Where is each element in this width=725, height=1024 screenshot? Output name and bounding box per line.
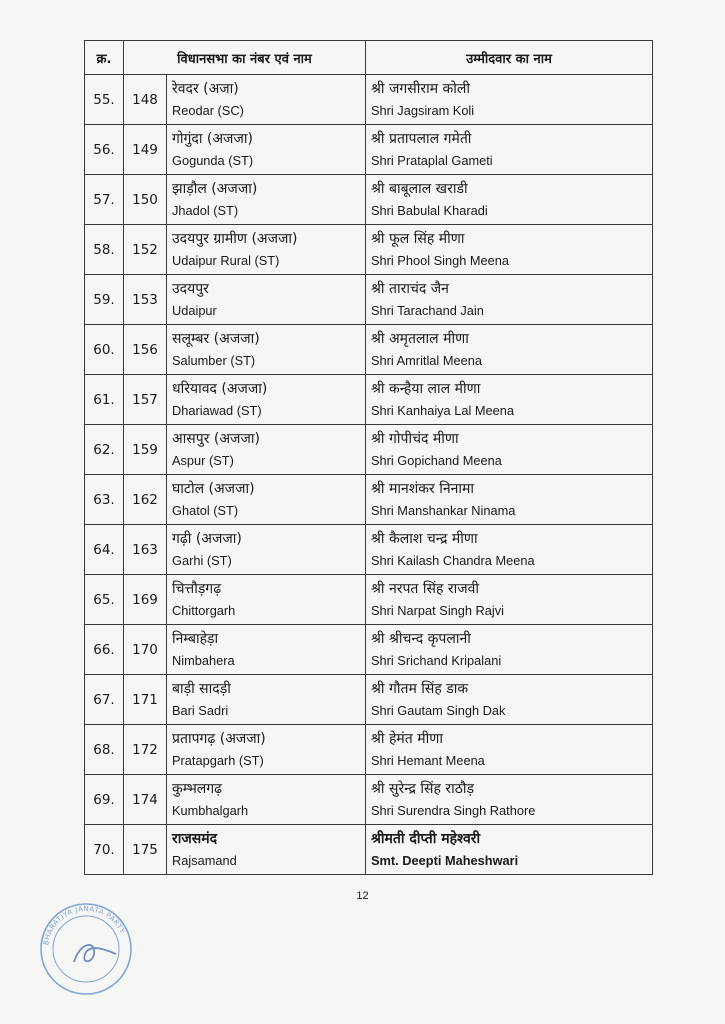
constituency-name-english: Chittorgarh [172, 602, 236, 618]
constituency-number-cell: 172 [124, 725, 167, 775]
constituency-name-hindi: निम्बाहेड़ा [172, 630, 219, 647]
candidate-name-hindi: श्री श्रीचन्द कृपलानी [371, 630, 471, 647]
candidate-name-english: Shri Jagsiram Koli [371, 102, 475, 118]
signature-mark [74, 945, 116, 962]
candidate-name-cell [366, 125, 653, 175]
serial-number-cell: 60. [85, 325, 124, 375]
constituency-number-cell: 171 [124, 675, 167, 725]
header-constituency: विधानसभा का नंबर एवं नाम [124, 41, 366, 75]
constituency-number-cell: 175 [124, 825, 167, 875]
constituency-name-english: Gogunda (ST) [172, 152, 254, 168]
candidate-name-hindi: श्री अमृतलाल मीणा [371, 330, 469, 347]
candidate-name-cell [366, 825, 653, 875]
constituency-name-english: Reodar (SC) [172, 102, 244, 118]
constituency-name-english: Jhadol (ST) [172, 202, 239, 218]
candidate-name-cell [366, 175, 653, 225]
constituency-number-cell: 148 [124, 75, 167, 125]
constituency-name-cell [167, 425, 366, 475]
candidate-name-cell [366, 525, 653, 575]
table-row [85, 675, 653, 725]
constituency-name-english: Kumbhalgarh [172, 802, 249, 818]
table-row [85, 275, 653, 325]
constituency-name-hindi: राजसमंद [172, 830, 218, 847]
candidate-name-english: Shri Kanhaiya Lal Meena [371, 402, 514, 418]
constituency-name-hindi: सलूम्बर (अजजा) [172, 330, 260, 347]
serial-number-cell: 66. [85, 625, 124, 675]
table-row [85, 775, 653, 825]
serial-number-cell: 65. [85, 575, 124, 625]
constituency-name-hindi: झाड़ौल (अजजा) [172, 180, 258, 197]
candidate-name-english: Shri Gopichand Meena [371, 452, 502, 468]
candidate-name-cell [366, 225, 653, 275]
candidate-name-cell [366, 375, 653, 425]
candidate-name-english: Shri Manshankar Ninama [371, 502, 516, 518]
serial-number-cell: 63. [85, 475, 124, 525]
candidate-name-english: Shri Kailash Chandra Meena [371, 552, 535, 568]
candidate-name-hindi: श्री हेमंत मीणा [371, 730, 443, 747]
serial-number-cell: 69. [85, 775, 124, 825]
candidate-name-cell [366, 325, 653, 375]
constituency-name-english: Pratapgarh (ST) [172, 752, 264, 768]
candidate-name-english: Shri Amritlal Meena [371, 352, 482, 368]
constituency-name-hindi: बाड़ी सादड़ी [172, 680, 231, 697]
candidate-name-hindi: श्री कन्हैया लाल मीणा [371, 380, 481, 397]
constituency-number-cell: 159 [124, 425, 167, 475]
serial-number-cell: 62. [85, 425, 124, 475]
candidate-name-english: Shri Surendra Singh Rathore [371, 802, 536, 818]
constituency-name-cell [167, 175, 366, 225]
constituency-name-cell [167, 275, 366, 325]
constituency-name-cell [167, 75, 366, 125]
table-row [85, 175, 653, 225]
candidate-name-english: Shri Hemant Meena [371, 752, 485, 768]
candidate-name-hindi: श्री कैलाश चन्द्र मीणा [371, 530, 478, 547]
constituency-number-cell: 149 [124, 125, 167, 175]
candidate-name-hindi: श्री ताराचंद जैन [371, 280, 449, 297]
constituency-name-english: Udaipur [172, 302, 217, 318]
table-row [85, 575, 653, 625]
candidate-name-english: Smt. Deepti Maheshwari [371, 852, 519, 868]
constituency-name-cell [167, 525, 366, 575]
candidate-name-english: Shri Tarachand Jain [371, 302, 484, 318]
constituency-name-hindi: धरियावद (अजजा) [172, 380, 268, 397]
candidate-name-cell [366, 575, 653, 625]
table-row [85, 525, 653, 575]
candidate-name-hindi: श्री प्रतापलाल गमेती [371, 130, 472, 147]
seal-text: BHARATIYA JANATA PARTY [42, 904, 127, 946]
constituency-name-english: Rajsamand [172, 852, 237, 868]
page-number: 12 [356, 890, 369, 902]
candidate-table [84, 40, 653, 875]
candidate-name-hindi: श्री गोपीचंद मीणा [371, 430, 459, 447]
constituency-name-cell [167, 575, 366, 625]
constituency-name-cell [167, 675, 366, 725]
constituency-name-cell [167, 625, 366, 675]
constituency-number-cell: 156 [124, 325, 167, 375]
header-serial-number: क्र. [85, 41, 124, 75]
serial-number-cell: 57. [85, 175, 124, 225]
constituency-name-cell [167, 725, 366, 775]
constituency-name-english: Aspur (ST) [172, 452, 234, 468]
candidate-name-cell [366, 275, 653, 325]
constituency-name-english: Salumber (ST) [172, 352, 256, 368]
serial-number-cell: 55. [85, 75, 124, 125]
constituency-number-cell: 169 [124, 575, 167, 625]
constituency-name-hindi: कुम्भलगढ़ [172, 780, 223, 797]
table-row [85, 75, 653, 125]
constituency-number-cell: 170 [124, 625, 167, 675]
constituency-name-hindi: आसपुर (अजजा) [172, 430, 260, 447]
constituency-name-english: Udaipur Rural (ST) [172, 252, 280, 268]
serial-number-cell: 64. [85, 525, 124, 575]
serial-number-cell: 61. [85, 375, 124, 425]
table-row [85, 225, 653, 275]
constituency-name-english: Bari Sadri [172, 702, 229, 718]
table-body [85, 75, 653, 875]
candidate-name-hindi: श्री सुरेन्द्र सिंह राठौड़ [371, 780, 474, 797]
party-seal-stamp [36, 902, 136, 996]
candidate-name-cell [366, 75, 653, 125]
header-candidate: उम्मीदवार का नाम [366, 41, 653, 75]
constituency-number-cell: 162 [124, 475, 167, 525]
candidate-name-hindi: श्री जगसीराम कोली [371, 80, 471, 97]
table-row [85, 725, 653, 775]
candidate-name-hindi: श्री मानशंकर निनामा [371, 480, 474, 497]
table-row [85, 475, 653, 525]
constituency-name-hindi: प्रतापगढ़ (अजजा) [172, 730, 266, 747]
serial-number-cell: 58. [85, 225, 124, 275]
constituency-number-cell: 174 [124, 775, 167, 825]
constituency-name-english: Ghatol (ST) [172, 502, 239, 518]
constituency-name-cell [167, 375, 366, 425]
candidate-name-cell [366, 625, 653, 675]
candidate-name-hindi: श्री बाबूलाल खराडी [371, 180, 468, 197]
constituency-number-cell: 163 [124, 525, 167, 575]
constituency-name-english: Dhariawad (ST) [172, 402, 262, 418]
constituency-name-cell [167, 825, 366, 875]
candidate-name-english: Shri Babulal Kharadi [371, 202, 488, 218]
constituency-name-hindi: गढ़ी (अजजा) [172, 530, 242, 547]
constituency-number-cell: 157 [124, 375, 167, 425]
table-row [85, 425, 653, 475]
constituency-number-cell: 152 [124, 225, 167, 275]
candidate-name-english: Shri Narpat Singh Rajvi [371, 602, 505, 618]
candidate-name-cell [366, 425, 653, 475]
candidate-name-cell [366, 775, 653, 825]
candidate-name-english: Shri Gautam Singh Dak [371, 702, 506, 718]
constituency-name-hindi: घाटोल (अजजा) [172, 480, 255, 497]
candidate-name-hindi: श्रीमती दीप्ती महेश्वरी [371, 830, 481, 847]
candidate-name-english: Shri Prataplal Gameti [371, 152, 493, 168]
constituency-number-cell: 150 [124, 175, 167, 225]
constituency-name-hindi: गोगुंदा (अजजा) [172, 130, 253, 147]
constituency-name-cell [167, 475, 366, 525]
table-row [85, 375, 653, 425]
serial-number-cell: 56. [85, 125, 124, 175]
candidate-name-english: Shri Phool Singh Meena [371, 252, 510, 268]
candidate-name-hindi: श्री फूल सिंह मीणा [371, 230, 465, 247]
table-row [85, 125, 653, 175]
table-header-row [85, 41, 653, 75]
constituency-name-english: Nimbahera [172, 652, 235, 668]
constituency-name-english: Garhi (ST) [172, 552, 232, 568]
serial-number-cell: 70. [85, 825, 124, 875]
candidate-name-hindi: श्री गौतम सिंह डाक [371, 680, 469, 697]
constituency-name-hindi: चित्तौड़गढ़ [172, 580, 222, 597]
constituency-name-cell [167, 325, 366, 375]
constituency-name-cell [167, 225, 366, 275]
table-row [85, 625, 653, 675]
candidate-name-cell [366, 475, 653, 525]
candidate-name-cell [366, 725, 653, 775]
table-row [85, 325, 653, 375]
table-row [85, 825, 653, 875]
constituency-name-hindi: उदयपुर [172, 280, 209, 297]
constituency-name-hindi: रेवदर (अजा) [172, 80, 239, 97]
serial-number-cell: 59. [85, 275, 124, 325]
serial-number-cell: 68. [85, 725, 124, 775]
constituency-name-hindi: उदयपुर ग्रामीण (अजजा) [172, 230, 298, 247]
candidate-name-english: Shri Srichand Kripalani [371, 652, 502, 668]
constituency-number-cell: 153 [124, 275, 167, 325]
serial-number-cell: 67. [85, 675, 124, 725]
constituency-name-cell [167, 125, 366, 175]
constituency-name-cell [167, 775, 366, 825]
candidate-name-hindi: श्री नरपत सिंह राजवी [371, 580, 479, 597]
candidate-name-cell [366, 675, 653, 725]
